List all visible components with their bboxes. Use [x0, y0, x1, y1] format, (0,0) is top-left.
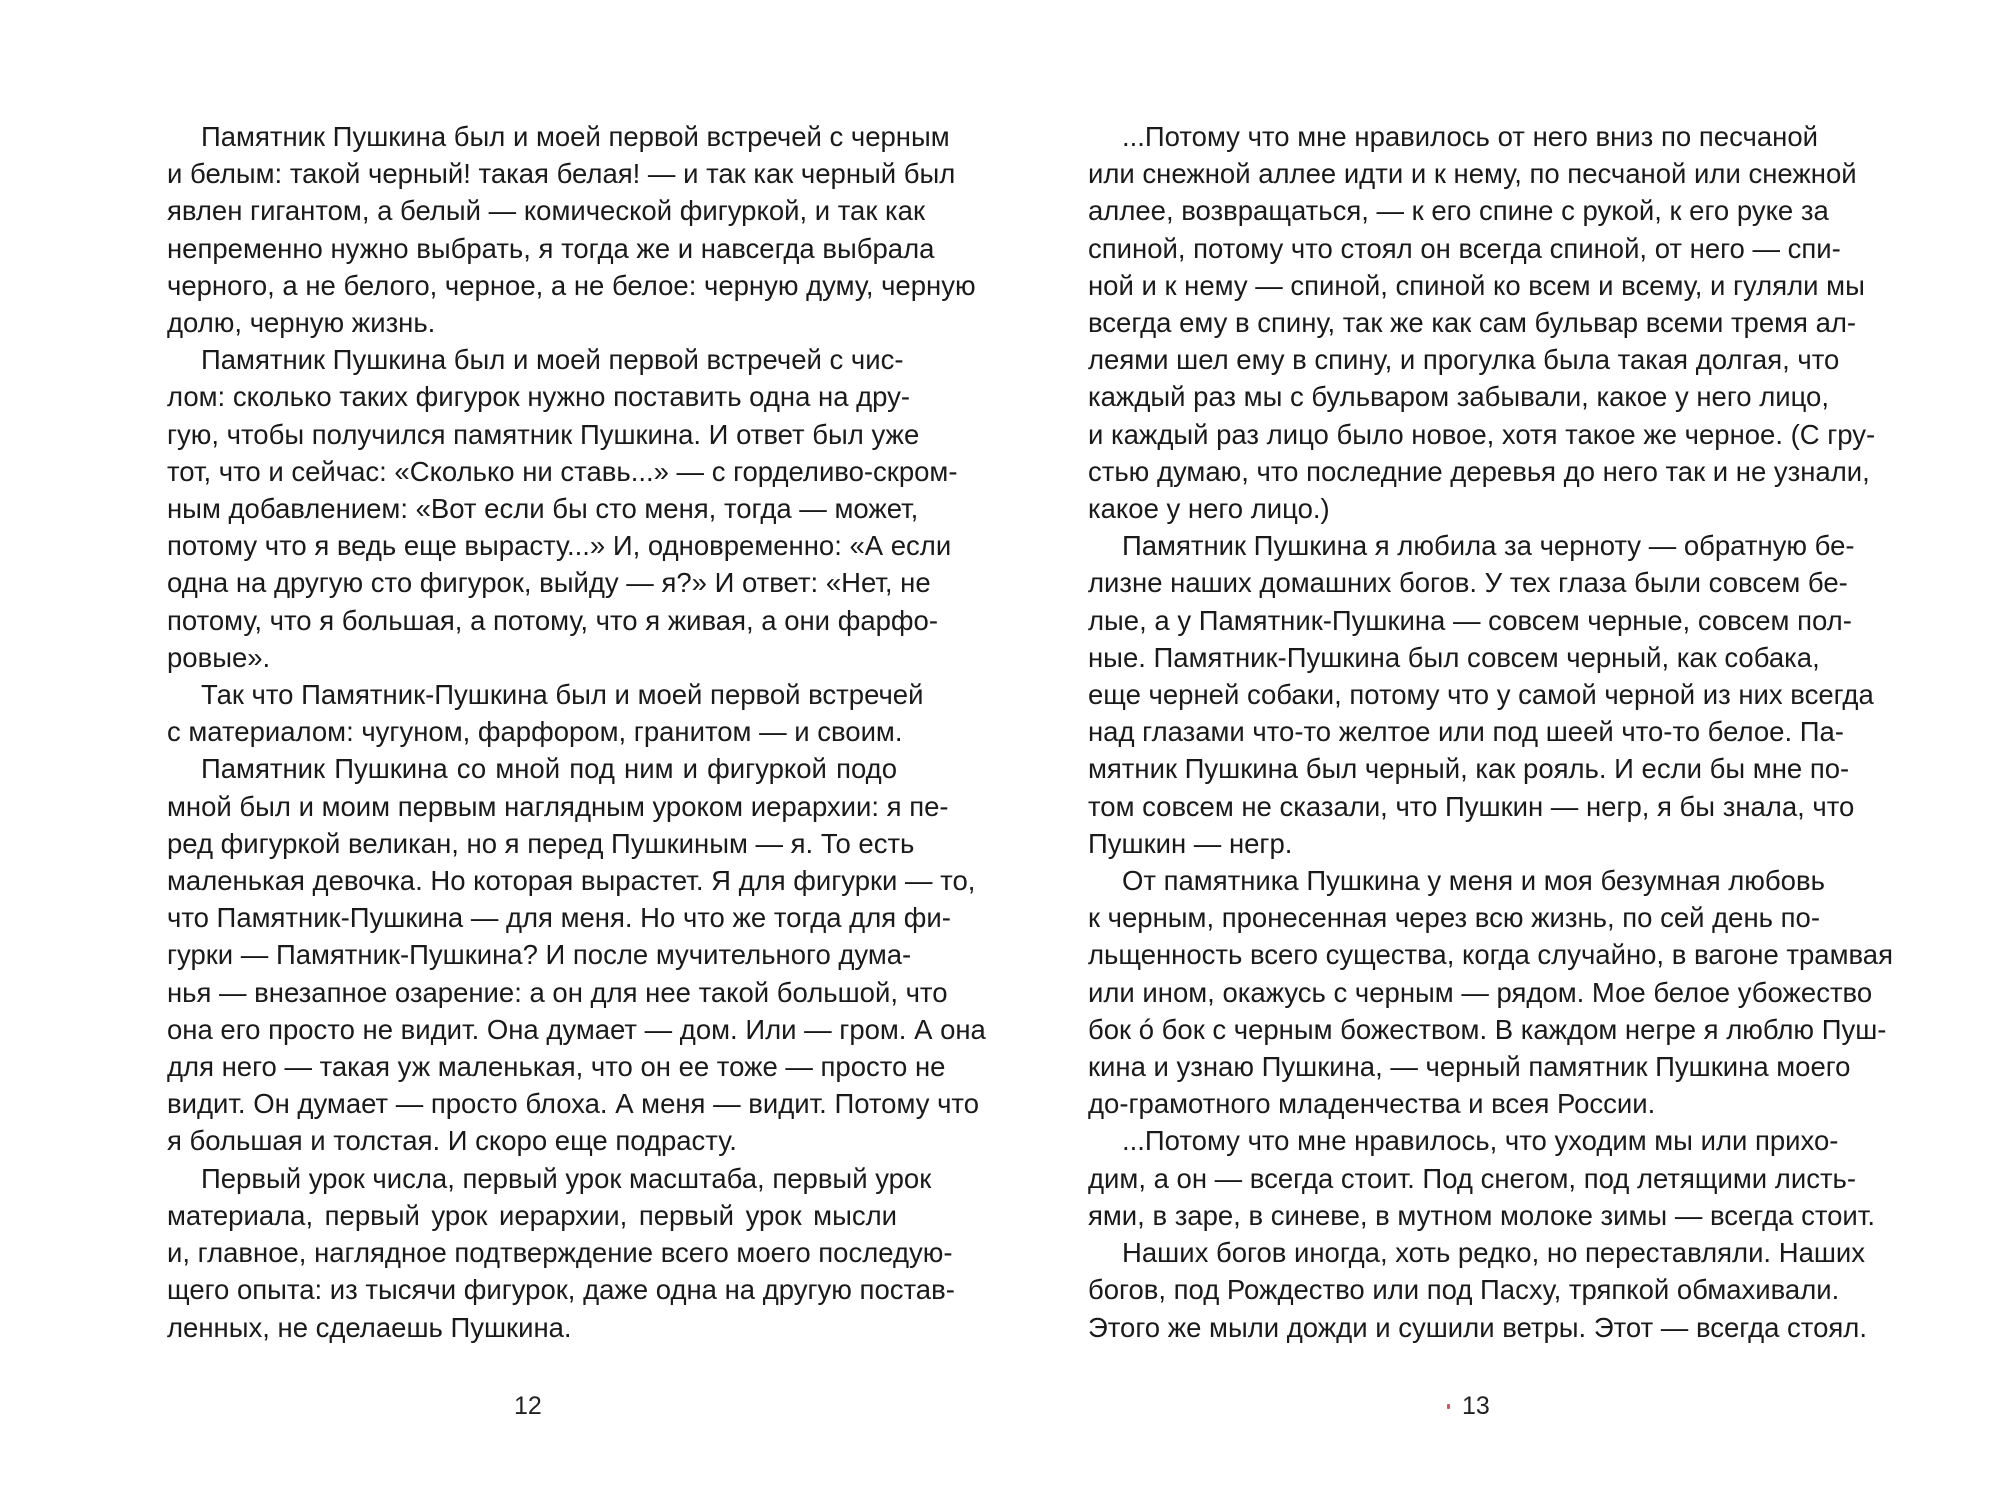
text-line: Пушкин — негр.: [1088, 827, 1293, 859]
text-line: мной был и моим первым наглядным уроком иерархии: я пе-: [167, 790, 949, 822]
text-line: для него — такая уж маленькая, что он ее тоже — просто не: [167, 1051, 946, 1083]
text-line: кина и узнаю Пушкина, — черный памятник Пушкина моего: [1088, 1051, 1851, 1083]
text-line: Памятник Пушкина я любила за черноту — обратную бе-: [1122, 530, 1855, 562]
text-line: я большая и толстая. И скоро еще подрасту.: [167, 1125, 737, 1157]
text-line: дим, а он — всегда стоит. Под снегом, под летящими листь-: [1088, 1162, 1857, 1194]
text-line: лые, а у Памятник-Пушкина — совсем черные, совсем пол-: [1088, 604, 1852, 636]
text-line: и белым: такой черный! такая белая! — и так как черный был: [167, 158, 956, 190]
text-line: всегда ему в спину, так же как сам бульвар всеми тремя ал-: [1088, 307, 1857, 339]
text-line: гую, чтобы получился памятник Пушкина. И ответ был уже: [167, 418, 920, 450]
text-line: стью думаю, что последние деревья до него так и не узнали,: [1088, 455, 1870, 487]
text-line: ровые».: [167, 641, 271, 673]
text-line: Первый урок числа, первый урок масштаба, первый урок: [201, 1162, 932, 1194]
text-line: бок ó бок с черным божеством. В каждом негре я люблю Пуш-: [1088, 1013, 1887, 1045]
text-line: леями шел ему в спину, и прогулка была такая долгая, что: [1088, 344, 1840, 376]
text-line: ные. Памятник-Пушкина был совсем черный, как собака,: [1088, 641, 1820, 673]
text-line: тот, что и сейчас: «Сколько ни ставь...» — с горделиво-скром-: [167, 455, 958, 487]
text-line: каждый раз мы с бульваром забывали, какое у него лицо,: [1088, 381, 1829, 413]
text-line: Памятник Пушкина был и моей первой встречей с чис-: [201, 344, 904, 376]
text-line: лом: сколько таких фигурок нужно поставить одна на дру-: [167, 381, 911, 413]
text-line: непременно нужно выбрать, я тогда же и навсегда выбрала: [167, 232, 935, 264]
text-line: ...Потому что мне нравилось, что уходим мы или прихо-: [1122, 1125, 1839, 1157]
text-line: над глазами что-то желтое или под шеей что-то белое. Па-: [1088, 716, 1844, 748]
text-line: и каждый раз лицо было новое, хотя такое же черное. (С гру-: [1088, 418, 1876, 450]
text-line: что Памятник-Пушкина — для меня. Но что же тогда для фи-: [167, 902, 951, 934]
text-line: ...Потому что мне нравилось от него вниз по песчаной: [1122, 121, 1818, 152]
text-line: или снежной аллее идти и к нему, по песчаной или снежной: [1088, 158, 1857, 190]
text-line: потому что я ведь еще вырасту...» И, одновременно: «А если: [167, 530, 952, 562]
text-line: аллее, возвращаться, — к его спине с рукой, к его руке за: [1088, 195, 1829, 227]
text-line: ред фигуркой великан, но я перед Пушкиным — я. То есть: [167, 827, 915, 859]
text-line: или ином, окажусь с черным — рядом. Мое белое убожество: [1088, 976, 1873, 1008]
text-line: какое у него лицо.): [1088, 493, 1330, 525]
text-line: Памятник Пушкина был и моей первой встречей с черным: [201, 121, 950, 152]
text-line: том совсем не сказали, что Пушкин — негр, я бы знала, что: [1088, 790, 1855, 822]
text-line: лизне наших домашних богов. У тех глаза были совсем бе-: [1088, 567, 1848, 599]
ink-speck: [1447, 1404, 1450, 1409]
text-line: еще черней собаки, потому что у самой черной из них всегда: [1088, 679, 1874, 711]
text-line: Этого же мыли дожди и сушили ветры. Этот — всегда стоял.: [1088, 1311, 1867, 1343]
text-line: От памятника Пушкина у меня и моя безумная любовь: [1122, 865, 1825, 897]
page-number: 13: [1462, 1392, 1490, 1420]
text-line: потому, что я большая, а потому, что я живая, а они фарфо-: [167, 604, 938, 636]
text-line: Памятник Пушкина со мной под ним и фигуркой подо: [201, 753, 897, 785]
left-page-text: [167, 118, 986, 1346]
text-line: маленькая девочка. Но которая вырастет. Я для фигурки — то,: [167, 865, 976, 897]
text-line: богов, под Рождество или под Пасху, тряпкой обмахивали.: [1088, 1274, 1840, 1306]
text-line: долю, черную жизнь.: [167, 307, 436, 339]
text-line: Наших богов иногда, хоть редко, но переставляли. Наших: [1122, 1237, 1866, 1269]
right-page: [1000, 0, 2000, 1502]
text-line: до-грамотного младенчества и всея России.: [1088, 1088, 1656, 1120]
text-line: видит. Он думает — просто блоха. А меня — видит. Потому что: [167, 1088, 979, 1120]
page-number: 12: [514, 1392, 542, 1420]
text-line: Так что Памятник-Пушкина был и моей первой встречей: [201, 679, 924, 711]
text-line: спиной, потому что стоял он всегда спиной, от него — спи-: [1088, 232, 1841, 264]
text-line: одна на другую сто фигурок, выйду — я?» И ответ: «Нет, не: [167, 567, 931, 599]
text-line: явлен гигантом, а белый — комической фигуркой, и так как: [167, 195, 925, 227]
text-line: ной и к нему — спиной, спиной ко всем и всему, и гуляли мы: [1088, 269, 1865, 301]
text-line: ленных, не сделаешь Пушкина.: [167, 1311, 572, 1343]
text-line: щего опыта: из тысячи фигурок, даже одна на другую постав-: [167, 1274, 955, 1306]
text-line: мятник Пушкина был черный, как рояль. И если бы мне по-: [1088, 753, 1850, 785]
right-page-text: [1088, 118, 1893, 1346]
text-line: нья — внезапное озарение: а он для нее такой большой, что: [167, 976, 948, 1008]
text-line: и, главное, наглядное подтверждение всего моего последую-: [167, 1237, 953, 1269]
text-line: ным добавлением: «Вот если бы сто меня, тогда — может,: [167, 493, 919, 525]
text-line: она его просто не видит. Она думает — дом. Или — гром. А она: [167, 1013, 986, 1045]
text-line: к черным, пронесенная через всю жизнь, по сей день по-: [1088, 902, 1820, 934]
text-line: с материалом: чугуном, фарфором, гранитом — и своим.: [167, 716, 903, 748]
text-line: материала, первый урок иерархии, первый урок мысли: [167, 1199, 897, 1231]
text-line: черного, а не белого, черное, а не белое: черную думу, черную: [167, 269, 976, 301]
text-line: ями, в заре, в синеве, в мутном молоке зимы — всегда стоит.: [1088, 1199, 1875, 1231]
text-line: льщенность всего существа, когда случайно, в вагоне трамвая: [1088, 939, 1893, 971]
text-line: гурки — Памятник-Пушкина? И после мучительного дума-: [167, 939, 912, 971]
